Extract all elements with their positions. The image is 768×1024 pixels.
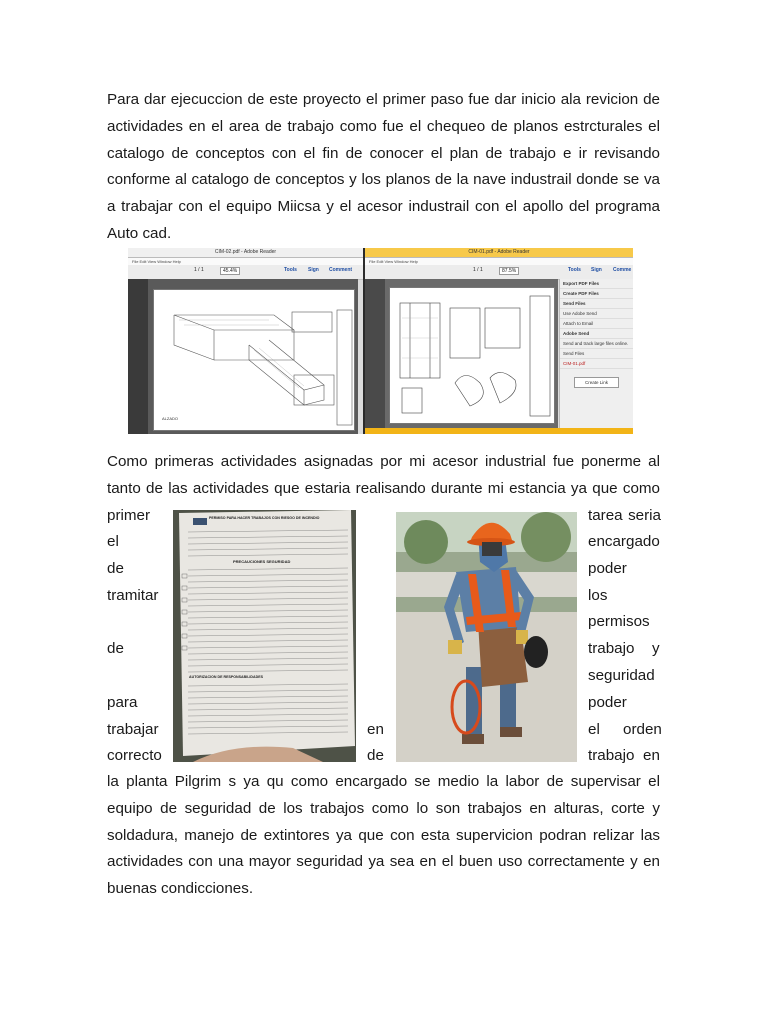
paragraph-closing: la planta Pilgrim s ya qu como encargado se medio la labor de supervisar el equipo de seguridad de los trabajos como lo son trabajos en alturas, corte y soldadura, manejo de extintores ya que con esta supervicion podran relizar las actividades con una mayor seguridad ya sea en el buen uso correctamente y en buenas condicciones.: [107, 773, 660, 898]
send-files-label: Send Files: [560, 349, 633, 359]
right-window-title: CIM-01.pdf - Adobe Reader: [365, 248, 633, 258]
wrap-left-8: para: [107, 694, 138, 711]
left-sign-button[interactable]: Sign: [308, 267, 319, 273]
permit-form-section: PRECAUCIONES SEGURIDAD: [233, 559, 291, 564]
right-sign-button[interactable]: Sign: [591, 267, 602, 273]
worker-safety-photo: [396, 512, 577, 762]
adobe-send-heading: Adobe Send: [560, 329, 633, 339]
permit-form-title: PERMISO PARA HACER TRABAJOS CON RIESGO DE INCENDIO: [209, 516, 320, 520]
wrap-right-4: los: [588, 587, 608, 604]
wrap-left-10: correcto: [107, 747, 162, 764]
left-window-toolbar: [128, 265, 363, 280]
wrap-right-10b: en: [643, 747, 660, 764]
left-comment-button[interactable]: Comment: [329, 267, 353, 273]
right-window-menu: File Edit View Window Help: [365, 258, 633, 265]
send-files-item[interactable]: Send Files: [560, 299, 633, 309]
right-sidebar: [365, 279, 385, 428]
wrap-left-3: de: [107, 560, 124, 577]
wrap-right-8: poder: [588, 694, 627, 711]
wrap-right-6: trabajo: [588, 640, 635, 657]
pdf-screenshots-figure: [128, 248, 633, 434]
left-page-indicator: 1 / 1: [194, 267, 204, 273]
adobe-send-desc: Send and track large files online.: [560, 339, 633, 349]
right-tools-button[interactable]: Tools: [568, 267, 581, 273]
wrap-mid-de: de: [367, 747, 384, 764]
wrap-right-5: permisos: [588, 613, 650, 630]
permit-form-photo: [173, 510, 356, 762]
wrap-right-3: poder: [588, 560, 627, 577]
create-pdf-item[interactable]: Create PDF Files: [560, 289, 633, 299]
attach-email-radio[interactable]: Attach to Email: [560, 319, 633, 329]
svg-text:ALZADO: ALZADO: [162, 416, 179, 421]
right-structural-drawing: [390, 288, 554, 423]
permit-form-illustration: [173, 510, 356, 762]
left-sidebar: [128, 279, 148, 434]
right-taskbar: [365, 428, 633, 434]
wrap-left-2: el: [107, 533, 119, 550]
paragraph2-line2: tanto de las actividades que estaria realisando durante mi estancia ya que como: [107, 480, 660, 497]
wrap-left-1: primer: [107, 507, 151, 524]
right-comment-button[interactable]: Comme: [613, 267, 632, 273]
left-tools-button[interactable]: Tools: [284, 267, 297, 273]
paragraph-intro: Para dar ejecuccion de este proyecto el primer paso fue dar inicio ala revicion de actividades en el area de trabajo como fue el chequeo de planos estrcturales el catalogo de conceptos con el fin de conocer el plan de trabajo e ir revisando conforme al catalogo de conceptos y los planos de la nave industrail donde se va a trabajar con el equipo Miicsa y el acesor industrail con el apollo del programa Auto cad.: [107, 91, 660, 242]
create-link-button[interactable]: Create Link: [574, 377, 619, 388]
wrap-right-7: seguridad: [588, 667, 655, 684]
right-tools-panel: [559, 279, 633, 428]
left-structural-drawing: [154, 290, 354, 430]
left-pdf-window: [128, 248, 363, 434]
wrap-right-9b: orden: [623, 721, 662, 738]
left-page-area: [148, 279, 358, 434]
left-zoom-level: 45.4%: [220, 267, 240, 275]
paragraph2-line1: Como primeras actividades asignadas por mi acesor industrial fue ponerme al: [107, 453, 660, 470]
right-drawing-sheet: [389, 287, 555, 424]
wrap-right-2: encargado: [588, 533, 660, 550]
attached-file: CIM-01.pdf: [560, 359, 633, 369]
worker-illustration: [396, 512, 577, 762]
wrap-left-9: trabajar: [107, 721, 159, 738]
wrap-right-10: trabajo: [588, 747, 635, 764]
export-pdf-item[interactable]: Export PDF Files: [560, 279, 633, 289]
left-window-menu: File Edit View Window Help: [128, 258, 363, 265]
wrap-right-1: tarea seria: [588, 507, 661, 524]
right-zoom-level: 87.5%: [499, 267, 519, 275]
wrap-right-9: el: [588, 721, 600, 738]
wrap-right-6b: y: [652, 640, 660, 657]
wrap-left-6: de: [107, 640, 124, 657]
right-page-indicator: 1 / 1: [473, 267, 483, 273]
left-drawing-sheet: [153, 289, 355, 431]
wrap-mid-en: en: [367, 721, 384, 738]
right-pdf-window: [365, 248, 633, 434]
left-window-title: CIM-02.pdf - Adobe Reader: [128, 248, 363, 258]
right-page-area: [385, 279, 558, 428]
use-adobe-send-radio[interactable]: Use Adobe Send: [560, 309, 633, 319]
permit-form-section2: AUTORIZACION DE RESPONSABILIDADES: [189, 675, 264, 679]
right-window-toolbar: [365, 265, 633, 280]
wrap-left-4: tramitar: [107, 587, 159, 604]
